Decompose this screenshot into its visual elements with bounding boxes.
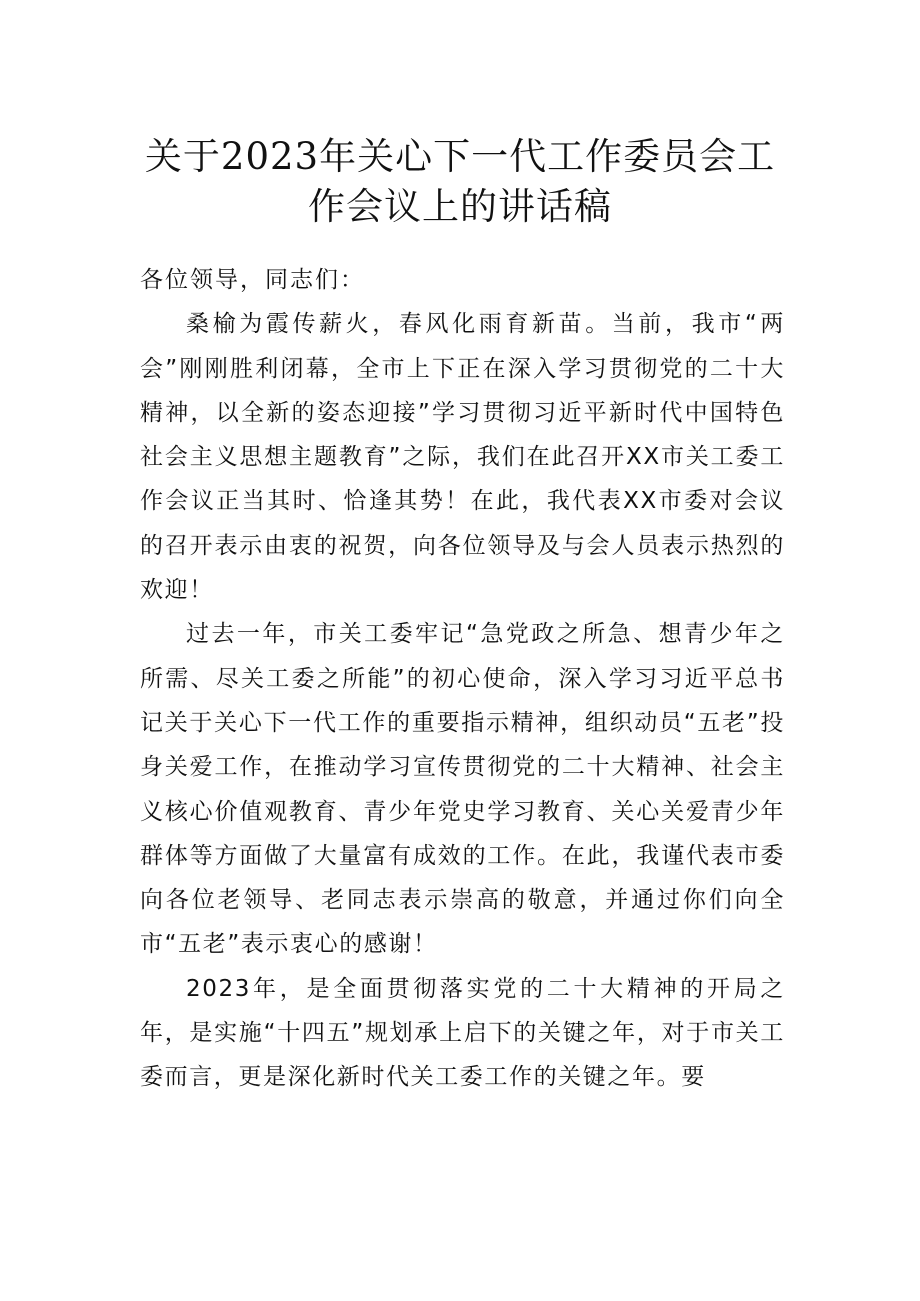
salutation: 各位领导，同志们： [140,267,365,293]
title-line-1: 关于2023年关心下一代工作委员会工 [144,135,776,178]
document-title [0,132,920,232]
paragraph-1: 桑榆为霞传薪火，春风化雨育新苗。当前，我市“两会”刚刚胜利闭幕，全市上下正在深入学习贯彻党的二十大精神，以全新的姿态迎接”学习贯彻习近平新时代中国特色社会主义思想主题教育”之际，我们在此召开XX市关工委工作会议正当其时、恰逢其势！在此，我代表XX市委对会议的召开表示由衷的祝贺，向各位领导及与会人员表示热烈的欢迎！ [140,311,785,604]
paragraph-2: 过去一年，市关工委牢记“急党政之所急、想青少年之所需、尽关工委之所能”的初心使命，深入学习习近平总书记关于关心下一代工作的重要指示精神，组织动员“五老”投身关爱工作，在推动学习宣传贯彻党的二十大精神、社会主义核心价值观教育、青少年党史学习教育、关心关爱青少年群体等方面做了大量富有成效的工作。在此，我谨代表市委向各位老领导、老同志表示崇高的敬意，并通过你们向全市“五老”表示衷心的感谢！ [140,621,785,958]
document-body [140,258,785,1100]
title-line-2: 作会议上的讲话稿 [308,185,612,228]
paragraph-3: 2023年，是全面贯彻落实党的二十大精神的开局之年，是实施“十四五”规划承上启下的关键之年，对于市关工委而言，更是深化新时代关工委工作的关键之年。要 [140,975,785,1091]
